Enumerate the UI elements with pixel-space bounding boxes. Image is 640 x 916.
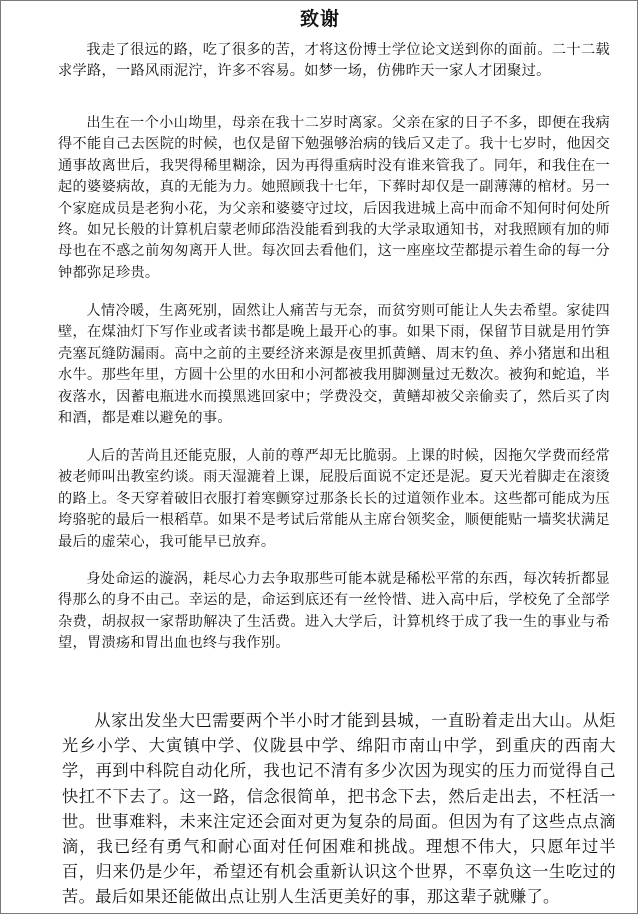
paragraph-fate: 身处命运的漩涡，耗尽心力去争取那些可能本就是稀松平常的东西，每次转折都显得那么的身不由己。幸运的是，命运到底还有一丝怜惜、进入高中后，学校免了全部学杂费，胡叔叔一家帮助解决了生活费。进入大学后，计算机终于成了我一生的事业与希望，胃溃疡和胃出血也终与我作别。: [58, 571, 610, 652]
paragraph-poverty: 人情冷暖，生离死别，固然让人痛苦与无奈，而贫穷则可能让人失去希望。家徒四壁，在煤油灯下写作业或者读书都是晚上最开心的事。如果下雨，保留节目就是用竹笋壳塞瓦缝防漏雨。高中之前的主要经济来源是夜里抓黄鳝、周末钓鱼、养小猪崽和出租水牛。那些年里，方圆十公里的水田和小河都被我用脚测量过无数次。被狗和蛇追，半夜落水，因蓄电瓶进水而摸黑逃回家中；学费没交，黄鳝却被父亲偷卖了，然后买了肉和酒，都是难以避免的事。: [58, 303, 610, 427]
paragraph-dignity: 人后的苦尚且还能克服，人前的尊严却无比脆弱。上课的时候，因拖欠学费而经常被老师叫出教室约谈。雨天湿漉着上课，屁股后面说不定还是泥。夏天光着脚走在滚烫的路上。冬天穿着破旧衣服打着寒颤穿过那条长长的过道领作业本。这些都可能成为压垮骆驼的最后一根稻草。如果不是考试后常能从主席台领奖金，顺便能贴一墙奖状满足最后的虚荣心，我可能早已放弃。: [58, 448, 610, 550]
paragraph-childhood: 出生在一个小山坳里，母亲在我十二岁时离家。父亲在家的日子不多，即便在我病得不能自己去医院的时候，也仅是留下勉强够治病的钱后又走了。我十七岁时，他因交通事故离世后，我哭得稀里糊涂，因为再得重病时没有谁来管我了。同年，和我住在一起的婆婆病故，真的无能为力。她照顾我十七年，下葬时却仅是一副薄薄的棺材。另一个家庭成员是老狗小花，为父亲和婆婆守过坟，后因我进城上高中而命不知何时何处所终。如兄长般的计算机启蒙老师邱浩没能看到我的大学录取通知书，对我照顾有加的师母也在不惑之前匆匆离开人世。每次回去看他们，这一座座坟茔都提示着生命的每一分钟都弥足珍贵。: [58, 115, 610, 281]
page-title: 致谢: [299, 8, 340, 30]
paragraph-journey: 从家出发坐大巴需要两个半小时才能到县城，一直盼着走出大山。从炬光乡小学、大寅镇中学、仪陇县中学、绵阳市南山中学，到重庆的西南大学，再到中科院自动化所，我也记不清有多少次因为现实的压力而觉得自己快扛不下去了。这一路，信念很简单，把书念下去，然后走出去，不枉活一世。世事难料，未来注定还会面对更为复杂的局面。但因为有了这些点点滴滴，我已经有勇气和耐心面对任何困难和挑战。理想不伟大，只愿年过半百，归来仍是少年，希望还有机会重新认识这个世界，不辜负这一生吃过的苦。最后如果还能做出点让别人生活更美好的事，那这辈子就赚了。: [62, 711, 616, 907]
paragraph-opening: 我走了很远的路，吃了很多的苦，才将这份博士学位论文送到你的面前。二十二载求学路，一路风雨泥泞，许多不容易。如梦一场，仿佛昨天一家人才团聚过。: [58, 42, 610, 80]
